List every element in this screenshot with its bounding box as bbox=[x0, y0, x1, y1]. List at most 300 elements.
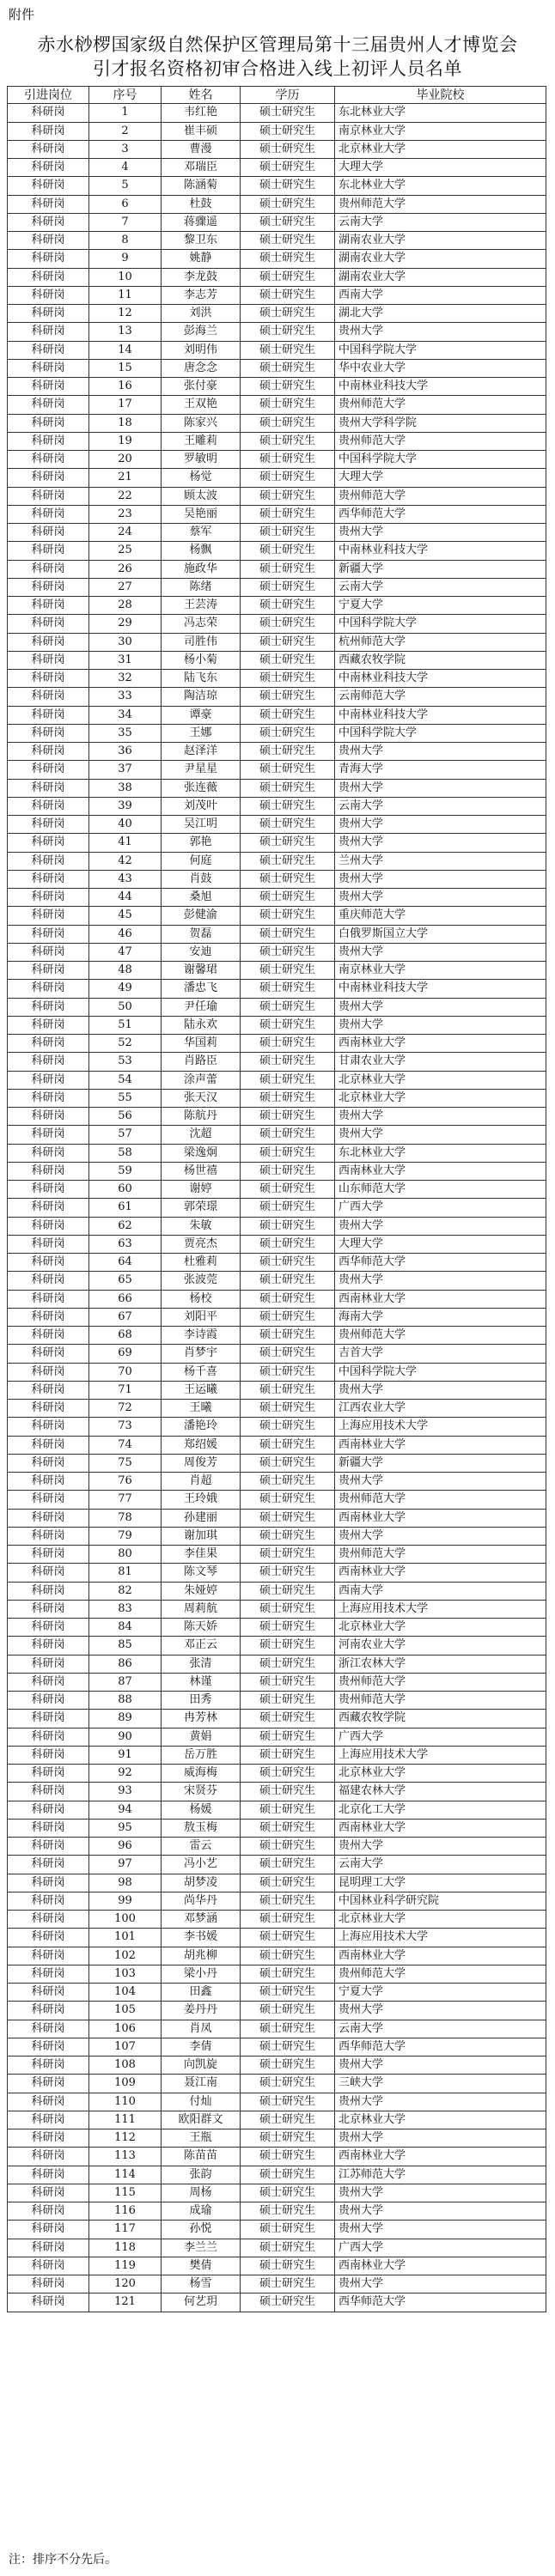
cell-degree: 硕士研究生 bbox=[241, 451, 335, 469]
cell-position: 科研岗 bbox=[7, 1163, 89, 1181]
cell-position: 科研岗 bbox=[7, 360, 89, 378]
cell-school: 贵州大学 bbox=[335, 2002, 546, 2020]
cell-degree: 硕士研究生 bbox=[241, 2057, 335, 2075]
cell-position: 科研岗 bbox=[7, 1455, 89, 1473]
cell-school: 广西大学 bbox=[335, 1199, 546, 1217]
cell-name: 郭艳 bbox=[162, 834, 241, 852]
cell-serial: 12 bbox=[89, 305, 162, 323]
cell-degree: 硕士研究生 bbox=[241, 141, 335, 159]
cell-serial: 15 bbox=[89, 360, 162, 378]
table-row bbox=[7, 1893, 546, 1911]
table-row bbox=[7, 1035, 546, 1053]
cell-position: 科研岗 bbox=[7, 1710, 89, 1728]
cell-serial: 49 bbox=[89, 980, 162, 998]
cell-school: 兰州大学 bbox=[335, 853, 546, 871]
cell-name: 杨世禧 bbox=[162, 1163, 241, 1181]
table-row bbox=[7, 269, 546, 287]
cell-position: 科研岗 bbox=[7, 688, 89, 706]
cell-serial: 35 bbox=[89, 725, 162, 743]
table-row bbox=[7, 944, 546, 962]
cell-name: 谢馨珺 bbox=[162, 962, 241, 980]
cell-school: 河南农业大学 bbox=[335, 1637, 546, 1655]
cell-school: 西南林业大学 bbox=[335, 1564, 546, 1582]
table-row bbox=[7, 1126, 546, 1144]
cell-degree: 硕士研究生 bbox=[241, 1747, 335, 1765]
cell-position: 科研岗 bbox=[7, 1856, 89, 1874]
table-row bbox=[7, 2093, 546, 2111]
cell-position: 科研岗 bbox=[7, 104, 89, 122]
cell-school: 贵州大学 bbox=[335, 2202, 546, 2221]
table-row bbox=[7, 1309, 546, 1327]
cell-school: 中国科学院大学 bbox=[335, 342, 546, 360]
cell-position: 科研岗 bbox=[7, 342, 89, 360]
table-row bbox=[7, 1929, 546, 1947]
cell-position: 科研岗 bbox=[7, 1838, 89, 1856]
cell-school: 西南林业大学 bbox=[335, 1947, 546, 1965]
table-row bbox=[7, 725, 546, 743]
table-row bbox=[7, 1345, 546, 1363]
cell-degree: 硕士研究生 bbox=[241, 1783, 335, 1801]
cell-position: 科研岗 bbox=[7, 1035, 89, 1053]
cell-degree: 硕士研究生 bbox=[241, 1218, 335, 1236]
cell-school: 贵州师范大学 bbox=[335, 488, 546, 506]
cell-serial: 43 bbox=[89, 871, 162, 889]
cell-school: 湖南农业大学 bbox=[335, 250, 546, 268]
table-row bbox=[7, 1947, 546, 1965]
cell-name: 杨媛 bbox=[162, 1801, 241, 1820]
cell-school: 贵州大学 bbox=[335, 816, 546, 834]
cell-name: 李龙鼓 bbox=[162, 269, 241, 287]
cell-position: 科研岗 bbox=[7, 2257, 89, 2275]
table-row bbox=[7, 1254, 546, 1272]
cell-name: 周莉航 bbox=[162, 1601, 241, 1619]
cell-school: 浙江农林大学 bbox=[335, 1656, 546, 1674]
cell-school: 南京林业大学 bbox=[335, 962, 546, 980]
cell-serial: 29 bbox=[89, 615, 162, 633]
cell-school: 贵州师范大学 bbox=[335, 1327, 546, 1345]
cell-degree: 硕士研究生 bbox=[241, 1674, 335, 1692]
cell-degree: 硕士研究生 bbox=[241, 615, 335, 633]
cell-name: 敖玉梅 bbox=[162, 1820, 241, 1838]
cell-degree: 硕士研究生 bbox=[241, 1400, 335, 1418]
cell-degree: 硕士研究生 bbox=[241, 196, 335, 214]
cell-position: 科研岗 bbox=[7, 1619, 89, 1637]
cell-name: 胡兆柳 bbox=[162, 1947, 241, 1965]
cell-serial: 80 bbox=[89, 1546, 162, 1564]
cell-serial: 98 bbox=[89, 1874, 162, 1893]
cell-serial: 107 bbox=[89, 2038, 162, 2057]
cell-name: 王运曦 bbox=[162, 1382, 241, 1400]
table-row bbox=[7, 378, 546, 396]
cell-name: 张付豪 bbox=[162, 378, 241, 396]
cell-school: 吉首大学 bbox=[335, 1345, 546, 1363]
cell-school: 贵州师范大学 bbox=[335, 433, 546, 451]
cell-name: 肖超 bbox=[162, 1473, 241, 1491]
cell-degree: 硕士研究生 bbox=[241, 1181, 335, 1199]
cell-degree: 硕士研究生 bbox=[241, 999, 335, 1017]
table-row bbox=[7, 707, 546, 725]
cell-school: 中国科学院大学 bbox=[335, 451, 546, 469]
cell-name: 王瓶 bbox=[162, 2129, 241, 2148]
header-serial: 序号 bbox=[89, 86, 162, 104]
cell-school: 北京林业大学 bbox=[335, 1911, 546, 1929]
table-row bbox=[7, 597, 546, 615]
cell-degree: 硕士研究生 bbox=[241, 743, 335, 761]
cell-serial: 71 bbox=[89, 1382, 162, 1400]
cell-position: 科研岗 bbox=[7, 1236, 89, 1254]
cell-position: 科研岗 bbox=[7, 1291, 89, 1309]
table-row bbox=[7, 542, 546, 560]
cell-serial: 88 bbox=[89, 1692, 162, 1710]
cell-school: 贵州师范大学 bbox=[335, 1674, 546, 1692]
table-row bbox=[7, 1601, 546, 1619]
cell-degree: 硕士研究生 bbox=[241, 1309, 335, 1327]
cell-name: 李志芳 bbox=[162, 287, 241, 305]
cell-serial: 55 bbox=[89, 1090, 162, 1108]
cell-position: 科研岗 bbox=[7, 305, 89, 323]
cell-school: 西南林业大学 bbox=[335, 1291, 546, 1309]
cell-name: 陈家兴 bbox=[162, 415, 241, 433]
cell-position: 科研岗 bbox=[7, 1437, 89, 1455]
cell-serial: 20 bbox=[89, 451, 162, 469]
table-row bbox=[7, 1491, 546, 1509]
cell-school: 广西大学 bbox=[335, 2239, 546, 2257]
table-row bbox=[7, 743, 546, 761]
table-row bbox=[7, 1473, 546, 1491]
table-row bbox=[7, 1291, 546, 1309]
cell-degree: 硕士研究生 bbox=[241, 1601, 335, 1619]
cell-serial: 16 bbox=[89, 378, 162, 396]
table-row bbox=[7, 1583, 546, 1601]
cell-position: 科研岗 bbox=[7, 853, 89, 871]
cell-school: 东北林业大学 bbox=[335, 104, 546, 122]
cell-serial: 91 bbox=[89, 1747, 162, 1765]
cell-name: 张波莞 bbox=[162, 1272, 241, 1290]
table-row bbox=[7, 1728, 546, 1747]
cell-position: 科研岗 bbox=[7, 1400, 89, 1418]
cell-school: 西藏农牧学院 bbox=[335, 1710, 546, 1728]
cell-position: 科研岗 bbox=[7, 2075, 89, 2093]
cell-school: 云南大学 bbox=[335, 798, 546, 816]
cell-school: 贵州大学 bbox=[335, 743, 546, 761]
cell-position: 科研岗 bbox=[7, 907, 89, 925]
table-row bbox=[7, 415, 546, 433]
cell-name: 蒋骤遥 bbox=[162, 214, 241, 232]
table-row bbox=[7, 1400, 546, 1418]
cell-position: 科研岗 bbox=[7, 725, 89, 743]
cell-name: 彭健渝 bbox=[162, 907, 241, 925]
table-row bbox=[7, 1765, 546, 1783]
cell-name: 黄娟 bbox=[162, 1728, 241, 1747]
cell-degree: 硕士研究生 bbox=[241, 1236, 335, 1254]
table-row bbox=[7, 214, 546, 232]
cell-name: 李书媛 bbox=[162, 1929, 241, 1947]
cell-degree: 硕士研究生 bbox=[241, 688, 335, 706]
cell-degree: 硕士研究生 bbox=[241, 2148, 335, 2166]
table-row bbox=[7, 1108, 546, 1126]
cell-school: 云南师范大学 bbox=[335, 688, 546, 706]
table-row bbox=[7, 1911, 546, 1929]
cell-school: 上海应用技术大学 bbox=[335, 1601, 546, 1619]
cell-name: 陈航丹 bbox=[162, 1108, 241, 1126]
cell-degree: 硕士研究生 bbox=[241, 1272, 335, 1290]
cell-name: 尚华丹 bbox=[162, 1893, 241, 1911]
table-row bbox=[7, 1072, 546, 1090]
table-row bbox=[7, 177, 546, 195]
table-row bbox=[7, 250, 546, 268]
cell-name: 梁逸炯 bbox=[162, 1145, 241, 1163]
table-row bbox=[7, 2111, 546, 2129]
cell-serial: 50 bbox=[89, 999, 162, 1017]
cell-degree: 硕士研究生 bbox=[241, 1053, 335, 1071]
cell-school: 贵州师范大学 bbox=[335, 1965, 546, 1984]
table-row bbox=[7, 1692, 546, 1710]
cell-position: 科研岗 bbox=[7, 634, 89, 652]
cell-position: 科研岗 bbox=[7, 159, 89, 177]
cell-school: 贵州大学 bbox=[335, 323, 546, 341]
cell-degree: 硕士研究生 bbox=[241, 780, 335, 798]
cell-school: 中南林业科技大学 bbox=[335, 670, 546, 688]
table-row bbox=[7, 926, 546, 944]
table-row bbox=[7, 1327, 546, 1345]
table-row bbox=[7, 1455, 546, 1473]
cell-serial: 33 bbox=[89, 688, 162, 706]
cell-degree: 硕士研究生 bbox=[241, 1929, 335, 1947]
cell-degree: 硕士研究生 bbox=[241, 1072, 335, 1090]
table-row bbox=[7, 1364, 546, 1382]
cell-serial: 111 bbox=[89, 2111, 162, 2129]
table-row bbox=[7, 1510, 546, 1528]
table-row bbox=[7, 1437, 546, 1455]
cell-serial: 32 bbox=[89, 670, 162, 688]
table-row bbox=[7, 853, 546, 871]
cell-name: 曹漫 bbox=[162, 141, 241, 159]
cell-school: 贵州大学 bbox=[335, 2093, 546, 2111]
cell-degree: 硕士研究生 bbox=[241, 232, 335, 250]
cell-school: 宁夏大学 bbox=[335, 597, 546, 615]
cell-degree: 硕士研究生 bbox=[241, 2129, 335, 2148]
table-row bbox=[7, 1637, 546, 1655]
cell-degree: 硕士研究生 bbox=[241, 305, 335, 323]
cell-serial: 47 bbox=[89, 944, 162, 962]
cell-name: 邓梦涵 bbox=[162, 1911, 241, 1929]
cell-degree: 硕士研究生 bbox=[241, 944, 335, 962]
table-row bbox=[7, 1564, 546, 1582]
cell-degree: 硕士研究生 bbox=[241, 1546, 335, 1564]
cell-position: 科研岗 bbox=[7, 1017, 89, 1035]
cell-degree: 硕士研究生 bbox=[241, 2166, 335, 2184]
cell-school: 北京林业大学 bbox=[335, 1619, 546, 1637]
cell-name: 杨雪 bbox=[162, 2275, 241, 2293]
cell-degree: 硕士研究生 bbox=[241, 2075, 335, 2093]
cell-serial: 13 bbox=[89, 323, 162, 341]
cell-degree: 硕士研究生 bbox=[241, 1874, 335, 1893]
cell-name: 周俊芳 bbox=[162, 1455, 241, 1473]
cell-degree: 硕士研究生 bbox=[241, 1765, 335, 1783]
cell-position: 科研岗 bbox=[7, 1728, 89, 1747]
cell-school: 贵州大学 bbox=[335, 1272, 546, 1290]
cell-school: 北京林业大学 bbox=[335, 141, 546, 159]
table-row bbox=[7, 999, 546, 1017]
cell-school: 中南林业科技大学 bbox=[335, 378, 546, 396]
cell-degree: 硕士研究生 bbox=[241, 1528, 335, 1546]
cell-serial: 63 bbox=[89, 1236, 162, 1254]
cell-name: 朱娅婷 bbox=[162, 1583, 241, 1601]
cell-school: 杭州师范大学 bbox=[335, 634, 546, 652]
cell-name: 王曦 bbox=[162, 1400, 241, 1418]
cell-name: 肖鼓 bbox=[162, 871, 241, 889]
cell-degree: 硕士研究生 bbox=[241, 250, 335, 268]
table-row bbox=[7, 287, 546, 305]
cell-name: 何庭 bbox=[162, 853, 241, 871]
cell-position: 科研岗 bbox=[7, 1637, 89, 1655]
cell-school: 湖南农业大学 bbox=[335, 232, 546, 250]
cell-serial: 112 bbox=[89, 2129, 162, 2148]
cell-name: 安迪 bbox=[162, 944, 241, 962]
cell-position: 科研岗 bbox=[7, 542, 89, 560]
cell-school: 华中农业大学 bbox=[335, 360, 546, 378]
table-row bbox=[7, 196, 546, 214]
cell-serial: 117 bbox=[89, 2221, 162, 2239]
table-row bbox=[7, 579, 546, 597]
cell-degree: 硕士研究生 bbox=[241, 2093, 335, 2111]
cell-school: 北京林业大学 bbox=[335, 1090, 546, 1108]
cell-serial: 102 bbox=[89, 1947, 162, 1965]
cell-serial: 99 bbox=[89, 1893, 162, 1911]
cell-school: 北京林业大学 bbox=[335, 2111, 546, 2129]
cell-school: 贵州大学 bbox=[335, 1108, 546, 1126]
cell-name: 谭豪 bbox=[162, 707, 241, 725]
cell-school: 贵州师范大学 bbox=[335, 1692, 546, 1710]
document-title bbox=[0, 33, 555, 81]
cell-name: 吴艳丽 bbox=[162, 506, 241, 524]
cell-name: 孙悦 bbox=[162, 2221, 241, 2239]
cell-position: 科研岗 bbox=[7, 2239, 89, 2257]
cell-school: 三峡大学 bbox=[335, 2075, 546, 2093]
cell-name: 陶洁琼 bbox=[162, 688, 241, 706]
cell-position: 科研岗 bbox=[7, 615, 89, 633]
cell-position: 科研岗 bbox=[7, 889, 89, 907]
cell-position: 科研岗 bbox=[7, 2057, 89, 2075]
cell-name: 陆飞东 bbox=[162, 670, 241, 688]
cell-serial: 83 bbox=[89, 1601, 162, 1619]
cell-serial: 52 bbox=[89, 1035, 162, 1053]
cell-serial: 121 bbox=[89, 2293, 162, 2312]
cell-degree: 硕士研究生 bbox=[241, 1710, 335, 1728]
table-row bbox=[7, 761, 546, 779]
cell-position: 科研岗 bbox=[7, 2002, 89, 2020]
cell-degree: 硕士研究生 bbox=[241, 798, 335, 816]
cell-serial: 3 bbox=[89, 141, 162, 159]
cell-school: 中南林业科技大学 bbox=[335, 980, 546, 998]
cell-name: 宋贤芬 bbox=[162, 1783, 241, 1801]
table-row bbox=[7, 1236, 546, 1254]
cell-degree: 硕士研究生 bbox=[241, 1108, 335, 1126]
cell-serial: 34 bbox=[89, 707, 162, 725]
cell-school: 贵州大学 bbox=[335, 2184, 546, 2202]
cell-serial: 24 bbox=[89, 524, 162, 542]
cell-position: 科研岗 bbox=[7, 1601, 89, 1619]
cell-position: 科研岗 bbox=[7, 433, 89, 451]
cell-degree: 硕士研究生 bbox=[241, 488, 335, 506]
cell-name: 田鑫 bbox=[162, 1984, 241, 2002]
cell-name: 李佳果 bbox=[162, 1546, 241, 1564]
cell-name: 孙建丽 bbox=[162, 1510, 241, 1528]
cell-degree: 硕士研究生 bbox=[241, 579, 335, 597]
table-row bbox=[7, 506, 546, 524]
cell-position: 科研岗 bbox=[7, 780, 89, 798]
cell-serial: 95 bbox=[89, 1820, 162, 1838]
cell-degree: 硕士研究生 bbox=[241, 853, 335, 871]
cell-degree: 硕士研究生 bbox=[241, 1838, 335, 1856]
cell-degree: 硕士研究生 bbox=[241, 542, 335, 560]
cell-position: 科研岗 bbox=[7, 816, 89, 834]
table-row bbox=[7, 1965, 546, 1984]
cell-serial: 81 bbox=[89, 1564, 162, 1582]
table-row bbox=[7, 1838, 546, 1856]
table-row bbox=[7, 2020, 546, 2038]
cell-position: 科研岗 bbox=[7, 2129, 89, 2148]
table-row bbox=[7, 2075, 546, 2093]
cell-name: 陈涵菊 bbox=[162, 177, 241, 195]
table-row bbox=[7, 1090, 546, 1108]
table-row bbox=[7, 2129, 546, 2148]
cell-serial: 93 bbox=[89, 1783, 162, 1801]
cell-serial: 115 bbox=[89, 2184, 162, 2202]
cell-name: 顾太波 bbox=[162, 488, 241, 506]
cell-name: 胡梦凌 bbox=[162, 1874, 241, 1893]
cell-position: 科研岗 bbox=[7, 1747, 89, 1765]
cell-school: 重庆师范大学 bbox=[335, 907, 546, 925]
cell-serial: 105 bbox=[89, 2002, 162, 2020]
cell-position: 科研岗 bbox=[7, 1674, 89, 1692]
cell-serial: 76 bbox=[89, 1473, 162, 1491]
cell-name: 陆永欢 bbox=[162, 1017, 241, 1035]
cell-degree: 硕士研究生 bbox=[241, 360, 335, 378]
cell-school: 贵州大学 bbox=[335, 944, 546, 962]
cell-school: 贵州大学 bbox=[335, 2221, 546, 2239]
cell-name: 冉芳林 bbox=[162, 1710, 241, 1728]
table-row bbox=[7, 2002, 546, 2020]
table-row bbox=[7, 1820, 546, 1838]
cell-degree: 硕士研究生 bbox=[241, 1090, 335, 1108]
cell-name: 杨觉 bbox=[162, 469, 241, 487]
cell-name: 肖梦宇 bbox=[162, 1345, 241, 1363]
cell-serial: 106 bbox=[89, 2020, 162, 2038]
cell-degree: 硕士研究生 bbox=[241, 2111, 335, 2129]
cell-position: 科研岗 bbox=[7, 2166, 89, 2184]
cell-degree: 硕士研究生 bbox=[241, 707, 335, 725]
table-row bbox=[7, 2239, 546, 2257]
cell-school: 贵州大学 bbox=[335, 889, 546, 907]
cell-position: 科研岗 bbox=[7, 834, 89, 852]
cell-degree: 硕士研究生 bbox=[241, 1126, 335, 1144]
cell-school: 江苏师范大学 bbox=[335, 2166, 546, 2184]
cell-serial: 37 bbox=[89, 761, 162, 779]
cell-name: 冯志荣 bbox=[162, 615, 241, 633]
table-row bbox=[7, 780, 546, 798]
cell-name: 谢加琪 bbox=[162, 1528, 241, 1546]
table-row bbox=[7, 141, 546, 159]
cell-school: 贵州大学 bbox=[335, 780, 546, 798]
cell-degree: 硕士研究生 bbox=[241, 2275, 335, 2293]
cell-degree: 硕士研究生 bbox=[241, 1893, 335, 1911]
cell-serial: 66 bbox=[89, 1291, 162, 1309]
cell-name: 田秀 bbox=[162, 1692, 241, 1710]
cell-degree: 硕士研究生 bbox=[241, 1382, 335, 1400]
cell-school: 山东师范大学 bbox=[335, 1181, 546, 1199]
cell-name: 王芸涛 bbox=[162, 597, 241, 615]
